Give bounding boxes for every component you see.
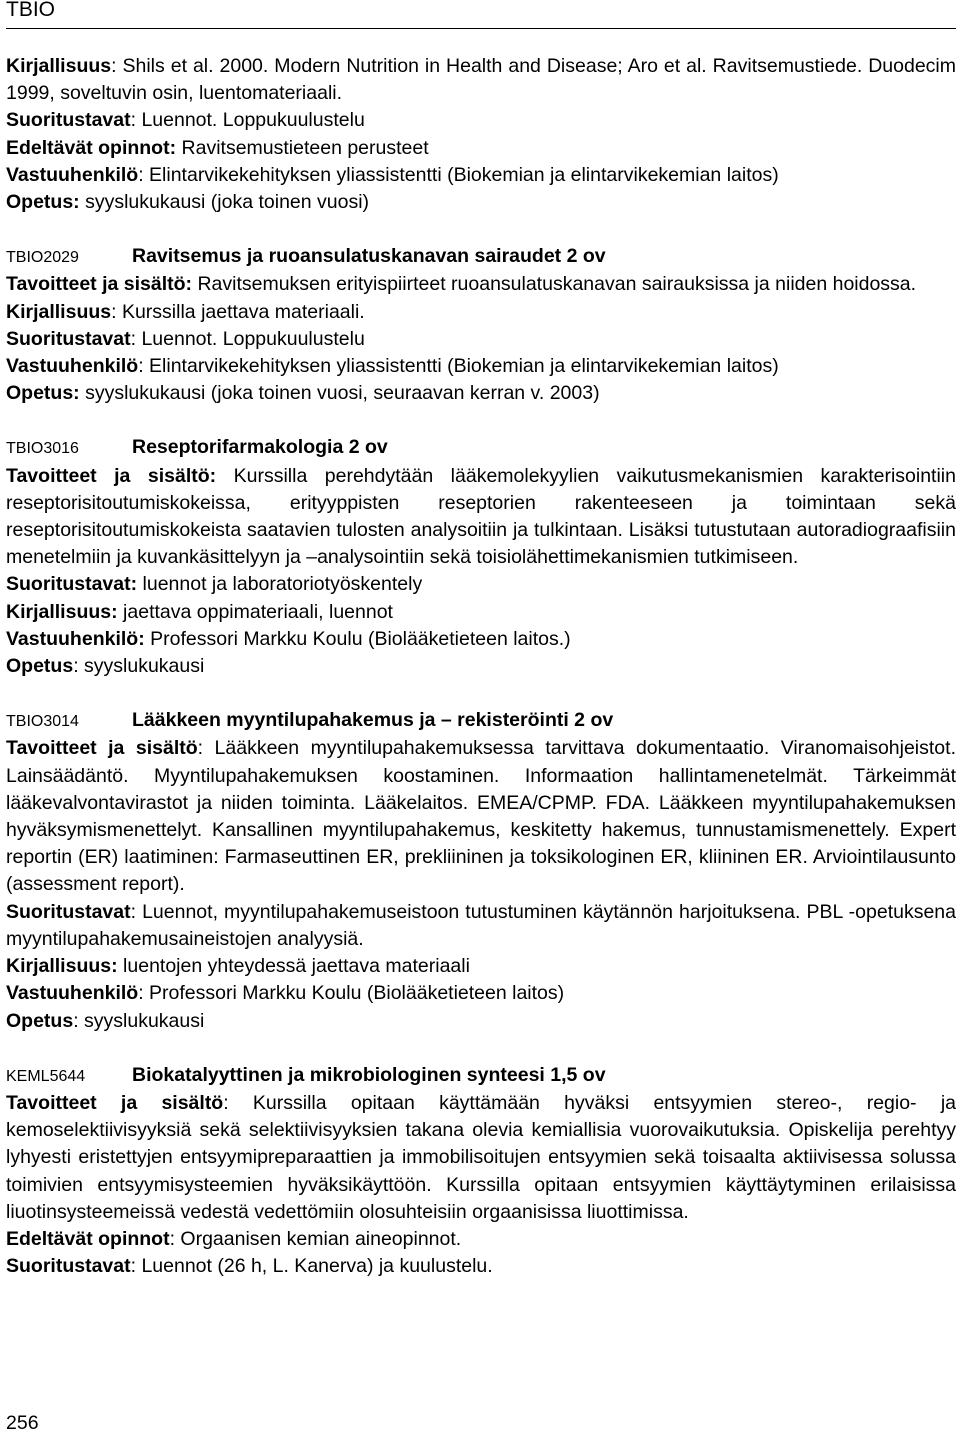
teaching-label: Opetus	[6, 655, 74, 678]
literature-text: luentojen yhteydessä jaettava materiaali	[117, 955, 470, 978]
teaching-text: : syyslukukausi	[73, 655, 205, 678]
course-title: Lääkkeen myyntilupahakemus ja – rekisteröinti 2 ov	[132, 709, 614, 732]
teaching-label: Opetus:	[6, 191, 80, 214]
course-heading	[6, 707, 956, 735]
course-title: Biokatalyyttinen ja mikrobiologinen synteesi 1,5 ov	[132, 1063, 606, 1086]
page-content	[6, 53, 956, 1280]
methods-text: : Luennot (26 h, L. Kanerva) ja kuulustelu.	[130, 1255, 493, 1278]
course-block-tbio2029	[6, 243, 956, 407]
teaching-label: Opetus:	[6, 382, 80, 405]
teaching-paragraph	[6, 1008, 956, 1035]
teaching-text: syyslukukausi (joka toinen vuosi)	[79, 191, 370, 214]
methods-paragraph	[6, 899, 956, 953]
responsible-label: Vastuuhenkilö	[6, 163, 139, 186]
prerequisites-label: Edeltävät opinnot	[6, 1227, 170, 1250]
course-title: Ravitsemus ja ruoansulatuskanavan sairaudet 2 ov	[132, 245, 606, 268]
goals-paragraph	[6, 735, 956, 898]
responsible-paragraph	[6, 980, 956, 1007]
prerequisites-paragraph	[6, 135, 956, 162]
course-heading	[6, 243, 956, 271]
teaching-paragraph	[6, 653, 956, 680]
responsible-text: : Professori Markku Koulu (Biolääketieteen laitos)	[138, 982, 565, 1005]
goals-label: Tavoitteet ja sisältö:	[6, 273, 193, 296]
goals-text: Ravitsemuksen erityispiirteet ruoansulatuskanavan sairauksissa ja niiden hoidossa.	[192, 273, 917, 296]
course-code: TBIO2029	[6, 249, 79, 267]
goals-text: : Kurssilla opitaan käyttämään hyväksi entsyymien stereo-, regio- ja kemoselektiivisyyksiä sekä selektiivisyyksien takana olevia kemiallisia vuorovaikutuksia. Opiskelija perehtyy lyhyesti eristettyjen entsyymipreparaattien ja immobilisoitujen entsyymien sekä toisaalta aktiivisessa solussa toimivien entsyymisysteemien hyväksikäyttöön. Kurssilla opitaan entsyymien käyttäytyminen erilaisissa liuotinsysteemeissä vedestä vedettömiin olosuhteisiin orgaanisissa liuottimissa.	[6, 1091, 956, 1223]
course-heading	[6, 434, 956, 462]
prerequisites-text: : Orgaanisen kemian aineopinnot.	[169, 1227, 462, 1250]
responsible-paragraph	[6, 353, 956, 380]
header-title: TBIO	[6, 0, 56, 21]
methods-label: Suoritustavat	[6, 327, 131, 350]
literature-paragraph	[6, 953, 956, 980]
prerequisites-label: Edeltävät opinnot:	[6, 136, 177, 159]
responsible-text: : Elintarvikekehityksen yliassistentti (Biokemian ja elintarvikekemian laitos)	[138, 163, 779, 186]
prerequisites-text: Ravitsemustieteen perusteet	[176, 136, 429, 159]
responsible-label: Vastuuhenkilö:	[6, 627, 145, 650]
responsible-label: Vastuuhenkilö	[6, 355, 139, 378]
literature-paragraph	[6, 599, 956, 626]
methods-text: : Luennot, myyntilupahakemuseistoon tutustuminen käytännön harjoituksena. PBL -opetuksena myyntilupahakemusaineistojen analyysiä.	[6, 900, 956, 950]
literature-text: : Shils et al. 2000. Modern Nutrition in Health and Disease; Aro et al. Ravitsemustiede. Duodecim 1999, soveltuvin osin, luentomateriaali.	[6, 55, 956, 105]
goals-paragraph	[6, 463, 956, 572]
methods-label: Suoritustavat	[6, 1255, 131, 1278]
methods-paragraph	[6, 326, 956, 353]
goals-label: Tavoitteet ja sisältö	[6, 737, 198, 760]
course-heading	[6, 1062, 956, 1090]
methods-label: Suoritustavat	[6, 109, 131, 132]
goals-text: : Lääkkeen myyntilupahakemuksessa tarvittava dokumentaatio. Viranomaisohjeistot. Lainsäädäntö. Myyntilupahakemuksen koostaminen. Informaation hallintamenetelmät. Tärkeimmät lääkevalvontavirastot ja niiden toiminta. Lääkelaitos. EMEA/CPMP. FDA. Lääkkeen myyntilupahakemuksen hyväksymismenettelyt. Kansallinen myyntilupahakemus, keskitetty hakemus, tunnustamismenettely. Expert reportin (ER) laatiminen: Farmaseuttinen ER, prekliininen ja toksikologinen ER, kliininen ER. Arviointilausunto (assessment report).	[6, 737, 956, 896]
responsible-label: Vastuuhenkilö	[6, 982, 139, 1005]
intro-block	[6, 53, 956, 216]
goals-text: Kurssilla perehdytään lääkemolekyylien vaikutusmekanismien karakterisointiin reseptorisitoutumiskokeissa, erityyppisten reseptorien rakenteeseen ja toimintaan sekä reseptorisitoutumiskokeista saatavien tulosten analysoitiin ja tulkintaan. Lisäksi tutustutaan autoradiograafisiin menetelmiin ja kuvankäsittelyyn ja –analysointiin sekä toisiolähettimekanismien tutkimiseen.	[6, 464, 956, 569]
methods-text: : Luennot. Loppukuulustelu	[130, 109, 365, 132]
literature-text: : Kurssilla jaettava materiaali.	[111, 300, 365, 323]
goals-paragraph	[6, 271, 956, 298]
goals-label: Tavoitteet ja sisältö	[6, 1091, 224, 1114]
teaching-text: : syyslukukausi	[73, 1009, 205, 1032]
course-block-tbio3014	[6, 707, 956, 1034]
goals-label: Tavoitteet ja sisältö:	[6, 464, 217, 487]
literature-text: jaettava oppimateriaali, luennot	[117, 600, 393, 623]
course-code: TBIO3016	[6, 440, 79, 458]
methods-paragraph	[6, 107, 956, 134]
course-code: TBIO3014	[6, 713, 79, 731]
methods-label: Suoritustavat	[6, 900, 131, 923]
course-code: KEML5644	[6, 1067, 86, 1085]
teaching-label: Opetus	[6, 1009, 74, 1032]
responsible-text: : Elintarvikekehityksen yliassistentti (Biokemian ja elintarvikekemian laitos)	[138, 355, 779, 378]
course-title: Reseptorifarmakologia 2 ov	[132, 436, 388, 459]
literature-label: Kirjallisuus	[6, 55, 112, 77]
literature-label: Kirjallisuus:	[6, 955, 118, 978]
teaching-text: syyslukukausi (joka toinen vuosi, seuraavan kerran v. 2003)	[79, 382, 600, 405]
course-block-tbio3016	[6, 434, 956, 680]
goals-paragraph	[6, 1090, 956, 1226]
methods-text: luennot ja laboratoriotyöskentely	[137, 573, 423, 596]
running-header	[6, 0, 956, 29]
prerequisites-paragraph	[6, 1226, 956, 1253]
teaching-paragraph	[6, 380, 956, 407]
methods-paragraph	[6, 1253, 956, 1280]
methods-text: : Luennot. Loppukuulustelu	[130, 327, 365, 350]
responsible-paragraph	[6, 162, 956, 189]
literature-paragraph	[6, 53, 956, 107]
course-block-keml5644	[6, 1062, 956, 1281]
literature-label: Kirjallisuus	[6, 300, 112, 323]
responsible-paragraph	[6, 626, 956, 653]
teaching-paragraph	[6, 189, 956, 216]
page-number: 256	[6, 1412, 39, 1434]
responsible-text: Professori Markku Koulu (Biolääketieteen laitos.)	[144, 627, 571, 650]
methods-paragraph	[6, 571, 956, 598]
methods-label: Suoritustavat:	[6, 573, 138, 596]
literature-paragraph	[6, 299, 956, 326]
literature-label: Kirjallisuus:	[6, 600, 118, 623]
